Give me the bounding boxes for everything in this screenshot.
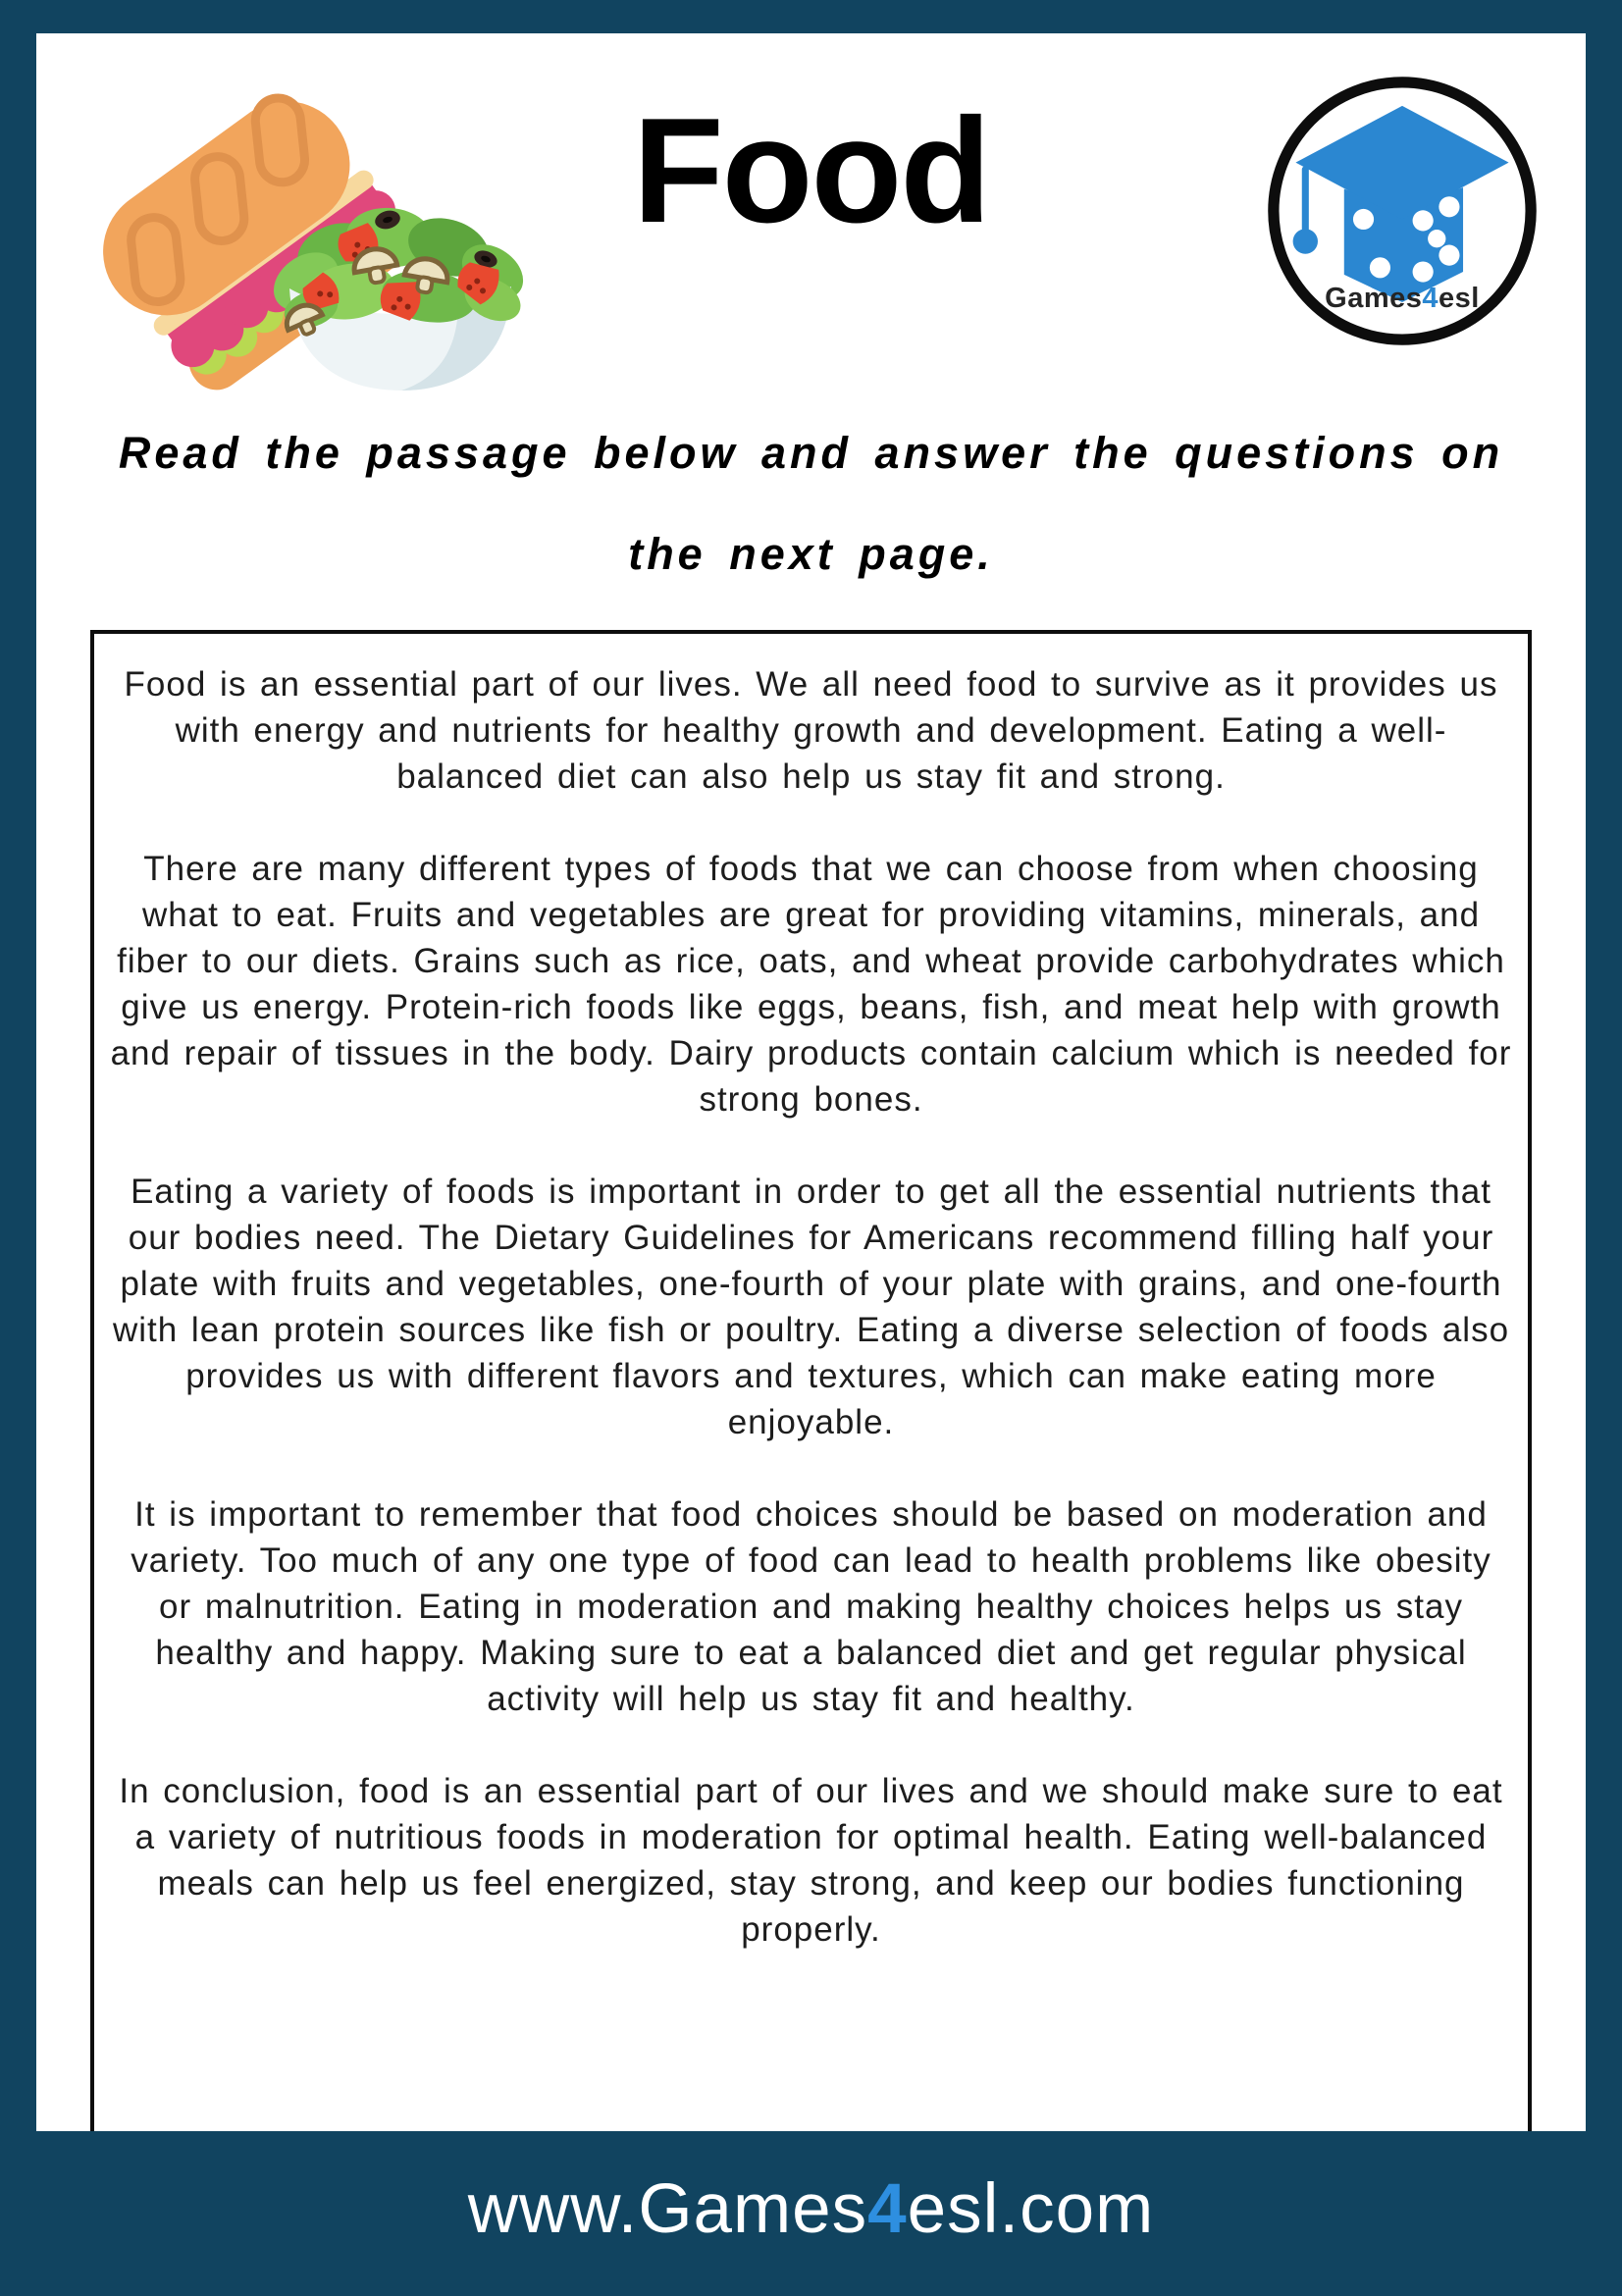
passage-paragraph-2: There are many different types of foods that we can choose from when choosing what to eat. Fruits and vegetables are great for providing vitamins, minerals, and fiber to our diets. Grains such as rice, oats, and wheat provide carbohydrates which give us energy. Protein-rich foods like eggs, beans, fish, and meat help with growth and repair of tissues in the body. Dairy products contain calcium which is needed for strong bones. xyxy=(110,850,1512,1119)
logo-text-4: 4 xyxy=(1422,283,1439,314)
logo-text-games: Games xyxy=(1325,283,1423,314)
footer-url-prefix: www.Games xyxy=(467,2170,868,2248)
logo-text-esl: esl xyxy=(1439,283,1480,314)
logo-wordmark xyxy=(1264,283,1541,315)
instruction-heading xyxy=(36,402,1586,604)
page-title: Food xyxy=(632,87,990,254)
footer-url-suffix: esl.com xyxy=(907,2170,1155,2248)
passage-paragraph-5: In conclusion, food is an essential part of our lives and we should make sure to eat a variety of nutritious foods in moderation for optimal health. Eating well-balanced meals can help us feel energized, stay strong, and keep our bodies functioning properly. xyxy=(119,1772,1503,1949)
passage-box xyxy=(90,630,1532,2150)
games4esl-logo xyxy=(1264,73,1541,349)
header xyxy=(36,33,1586,389)
footer xyxy=(0,2131,1622,2296)
instruction-line-1: Read the passage below and answer the questions on xyxy=(118,428,1504,478)
instruction-line-2: the next page. xyxy=(628,529,994,579)
passage-paragraph-1: Food is an essential part of our lives. We all need food to survive as it provides us with energy and nutrients for healthy growth and development. Eating a well-balanced diet can also help us stay fit and strong. xyxy=(124,665,1498,796)
worksheet-page xyxy=(36,33,1586,2131)
passage-paragraph-4: It is important to remember that food choices should be based on moderation and variety. Too much of any one type of food can lead to health problems like obesity or malnutrition. Eating in moderation and making healthy choices helps us stay healthy and happy. Making sure to eat a balanced diet and get regular physical activity will help us stay fit and healthy. xyxy=(131,1495,1491,1718)
footer-url-4: 4 xyxy=(867,2170,908,2248)
passage-paragraph-3: Eating a variety of foods is important in order to get all the essential nutrients that our bodies need. The Dietary Guidelines for Americans recommend filling half your plate with fruits and vegetables, one-fourth of your plate with grains, and one-fourth with lean protein sources like fish or poultry. Eating a diverse selection of foods also provides us with different flavors and textures, which can make eating more enjoyable. xyxy=(112,1173,1510,1441)
